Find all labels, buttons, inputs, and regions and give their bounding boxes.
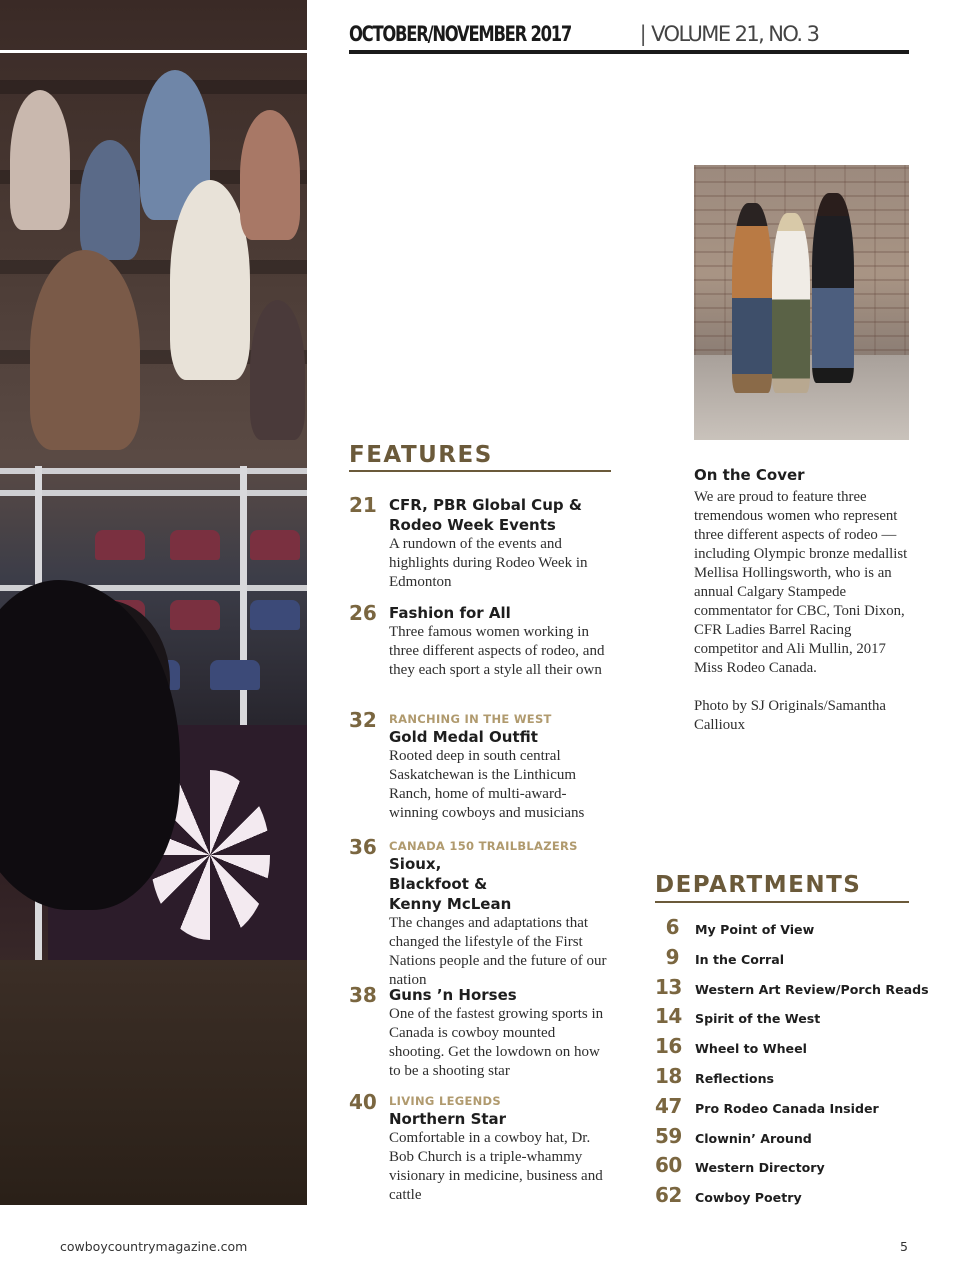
department-page-number: 13 (655, 974, 682, 999)
department-item[interactable] (655, 945, 910, 975)
feature-description: Rooted deep in south central Saskatchewan is the Linthicum Ranch, home of multi-award-winning cowboys and musicians (389, 748, 585, 821)
features-heading: FEATURES (349, 442, 611, 472)
feature-title: Fashion for All (389, 604, 511, 622)
feature-page-number: 38 (349, 983, 377, 1007)
department-item[interactable] (655, 915, 910, 945)
cover-photo (694, 165, 909, 440)
issue-date: OCTOBER/NOVEMBER 2017 (349, 22, 572, 46)
feature-page-number: 36 (349, 835, 377, 859)
department-label: Wheel to Wheel (695, 1041, 807, 1057)
department-item[interactable] (655, 974, 929, 1005)
department-label: Western Art Review/Porch Reads (695, 981, 929, 997)
department-page-number: 6 (665, 915, 679, 939)
feature-page-number: 40 (349, 1090, 377, 1114)
department-label: Western Directory (695, 1160, 825, 1176)
feature-item[interactable] (349, 708, 614, 833)
feature-description: Three famous women working in three different aspects of rodeo, and they each sport a style all their own (389, 624, 605, 678)
feature-description: Comfortable in a cowboy hat, Dr. Bob Church is a triple-whammy visionary in medicine, business and cattle (389, 1130, 603, 1203)
feature-page-number: 21 (349, 493, 377, 517)
department-label: Spirit of the West (695, 1011, 821, 1027)
feature-title: Guns ’n Horses (389, 986, 517, 1004)
department-label: My Point of View (695, 922, 815, 937)
feature-item[interactable] (349, 1090, 614, 1210)
feature-item[interactable] (349, 493, 614, 593)
department-item[interactable] (655, 1004, 910, 1034)
department-item[interactable] (655, 1064, 910, 1094)
department-item[interactable] (655, 1124, 910, 1154)
feature-description: A rundown of the events and highlights during Rodeo Week in Edmonton (389, 536, 588, 590)
rodeo-arena-photo (0, 0, 307, 1205)
issue-header (349, 22, 909, 54)
department-page-number: 60 (655, 1153, 682, 1178)
cover-description: We are proud to feature three tremendous women who represent three different aspects of rodeo — including Olympic bronze medallist Mellisa Hollingsworth, who is an annual Calgary Stampede commentator for CBC, Toni Dixon, CFR Ladies Barrel Racing competitor and Ali Mullin, 2017 Miss Rodeo Canada. (694, 489, 908, 676)
feature-title: Sioux, Blackfoot & Kenny McLean (389, 855, 512, 913)
department-label: In the Corral (695, 951, 785, 967)
feature-title: CFR, PBR Global Cup & Rodeo Week Events (389, 496, 582, 534)
feature-item[interactable] (349, 601, 614, 706)
feature-item[interactable] (349, 835, 614, 988)
feature-kicker: CANADA 150 TRAILBLAZERS (389, 839, 578, 853)
department-item[interactable] (655, 1183, 910, 1213)
header-separator: | (639, 22, 646, 46)
department-page-number: 9 (665, 944, 679, 969)
feature-item[interactable] (349, 983, 614, 1088)
issue-volume: VOLUME 21, NO. 3 (651, 22, 819, 46)
on-the-cover (694, 464, 912, 735)
department-page-number: 16 (655, 1034, 682, 1059)
footer-website[interactable]: cowboycountrymagazine.com (60, 1239, 248, 1254)
department-item[interactable] (655, 1034, 910, 1064)
department-label: Cowboy Poetry (695, 1190, 802, 1206)
department-label: Clownin’ Around (695, 1130, 812, 1146)
department-label: Reflections (695, 1070, 775, 1086)
photo-credit: Photo by SJ Originals/Samantha Callioux (694, 698, 886, 733)
feature-page-number: 26 (349, 601, 377, 625)
department-page-number: 18 (655, 1063, 682, 1088)
cover-heading: On the Cover (694, 466, 805, 484)
feature-description: One of the fastest growing sports in Canada is cowboy mounted shooting. Get the lowdown on how to be a shooting star (389, 1006, 604, 1079)
department-label: Pro Rodeo Canada Insider (695, 1100, 879, 1116)
feature-description: The changes and adaptations that changed the lifestyle of the First Nations people and the future of our nation (389, 915, 607, 988)
feature-kicker: LIVING LEGENDS (389, 1094, 501, 1108)
footer-page-number: 5 (900, 1239, 908, 1254)
feature-title: Northern Star (389, 1110, 507, 1128)
department-page-number: 14 (655, 1004, 682, 1029)
departments-list (655, 915, 929, 1213)
department-page-number: 62 (655, 1183, 682, 1208)
department-item[interactable] (655, 1094, 910, 1124)
feature-kicker: RANCHING IN THE WEST (389, 712, 552, 726)
department-page-number: 47 (655, 1093, 682, 1118)
department-item[interactable] (655, 1153, 910, 1183)
feature-page-number: 32 (349, 708, 377, 732)
feature-title: Gold Medal Outfit (389, 728, 538, 746)
department-page-number: 59 (655, 1123, 682, 1148)
departments-heading: DEPARTMENTS (655, 872, 909, 903)
